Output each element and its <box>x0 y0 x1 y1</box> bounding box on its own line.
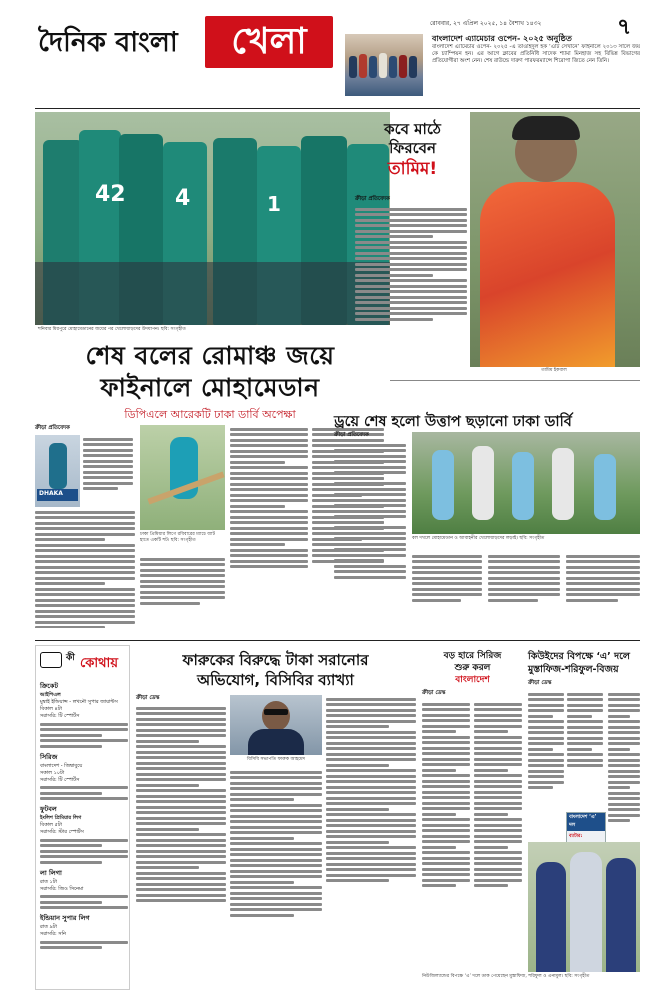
series-headline-line2: শুরু করল <box>454 663 491 673</box>
series-headline-line3: বাংলাদেশ <box>455 675 490 685</box>
tamim-headline <box>355 120 470 180</box>
tamim-photo <box>470 112 640 367</box>
tv-icon <box>40 652 62 668</box>
ateam-body-col2 <box>567 690 603 810</box>
derby-photo <box>412 432 640 534</box>
ateam-headline <box>528 650 640 676</box>
bcb-photo <box>230 695 322 755</box>
section-name: সিরিজ <box>40 752 58 761</box>
section-name: ফুটবল <box>40 805 57 813</box>
bcb-photo-caption: বিসিবি সভাপতি ফারুক আহমেদ <box>246 757 306 762</box>
section-line: মুম্বাই ইন্ডিয়ান্স - লখনৌ সুপার জায়ান্টস <box>40 699 118 705</box>
promo-title: বাংলাদেশ এ্যামেচার ওপেন- ২০২৫ অনুষ্ঠিত <box>432 34 572 43</box>
section-line: সরাসরি: সনি <box>40 931 66 937</box>
series-byline: ক্রীড়া ডেস্ক <box>422 690 446 696</box>
bcb-headline-line1: ফারুকের বিরুদ্ধে টাকা সরানোর <box>182 651 369 669</box>
hero-subhead: ডিপিএলে আরেকটি ঢাকা ডার্বি অপেক্ষা <box>124 408 296 421</box>
hero-inset-photo: DHAKA <box>35 435 80 507</box>
ateam-headline-line1: কিউইদের বিপক্ষে ‘এ’ দলে <box>528 651 630 662</box>
promo-photo <box>345 34 423 96</box>
section-line: রাত ৯টা <box>40 924 57 930</box>
section-logo <box>205 16 333 68</box>
bcb-body-col1 <box>136 704 226 994</box>
hero-sidebar-caption: ঢাকা প্রিমিয়ার লিগে রবিবারের ম্যাচে ব্যাট হাতে একটি শট। ছবি: সংগৃহীত <box>140 532 215 543</box>
section-name: ইন্ডিয়ান সুপার লিগ <box>40 914 90 922</box>
squad-box-title: বাংলাদেশ ‘এ’ দল <box>567 813 605 831</box>
series-headline-line1: বড় হারে সিরিজ <box>443 651 502 661</box>
section-line: আইপিএল <box>40 692 61 698</box>
ateam-byline: ক্রীড়া ডেস্ক <box>528 680 552 686</box>
series-body-col2 <box>474 700 522 994</box>
promo-text: বাংলাদেশ এ্যামেচার ওপেন- ২০২৫ -এ তাওহিদুল হক ‘এটি সেখানে’ ফাইনালে ২০১৩ সালে জয় কে চ্যাম্পিয়ন হন। এর আগে ক্লাবের প্রতিনিধি সাদেক শ্যামা মিনহাজ সহ বিভিন্ন বিভাগের প্রতিযোগীরা অংশ নেন। শেষ রাউন্ডে দারুণ পারফরম্যান্সে শিরোপা জিতে নেন তিনি। <box>432 44 640 65</box>
derby-photo-caption: বল দখলে মোহামেডান ও আবাহনীর খেলোয়াড়দের লড়াই। ছবি: সংগৃহীত <box>412 536 545 541</box>
hero-body-col2 <box>140 555 225 630</box>
squad-label-batters: ব্যাটার: <box>569 834 583 839</box>
tamim-byline: ক্রীড়া প্রতিবেদক <box>355 196 390 202</box>
bcb-body-col3 <box>326 695 416 994</box>
derby-divider <box>390 380 640 381</box>
derby-body-col1 <box>334 441 406 631</box>
section-line: সরাসরি: স্টার স্পোর্টস <box>40 829 84 835</box>
series-headline <box>420 650 525 686</box>
tamim-headline-line1: কবে মাঠে <box>384 120 441 138</box>
what-where-list <box>40 678 128 952</box>
page-number: ৭ <box>617 15 632 40</box>
what-where-title-a: কী <box>66 653 75 663</box>
section-line: সরাসরি: জিও সিনেমা <box>40 885 84 892</box>
section-name: ক্রিকেট <box>40 682 58 690</box>
hero-headline <box>35 340 385 404</box>
hero-body-col3 <box>230 425 308 630</box>
section-name: লা লিগা <box>40 868 62 877</box>
hero-headline-line2: ফাইনালে মোহামেডান <box>100 373 320 402</box>
divider <box>35 108 640 109</box>
what-where-box <box>35 645 130 990</box>
hero-body-inset <box>83 435 133 507</box>
tamim-headline-line2: ফিরবেন <box>389 139 436 157</box>
hero-headline-line1: শেষ বলের রোমাঞ্চ জয়ে <box>85 341 335 370</box>
section-line: ইংলিশ প্রিমিয়ার লিগ <box>40 815 82 821</box>
section-line: রাত ১টা <box>40 878 57 885</box>
derby-body-col3 <box>488 552 560 632</box>
hero-body-col1 <box>35 508 135 628</box>
hero-byline: ক্রীড়া প্রতিবেদক <box>35 425 70 431</box>
section-line: সকাল ১০টা <box>40 769 65 776</box>
section-line: বাংলাদেশ - জিম্বাবুয়ে <box>40 762 83 769</box>
bcb-headline <box>133 650 418 690</box>
paper-name: দৈনিক বাংলা <box>38 27 178 58</box>
derby-body-col2 <box>412 552 482 632</box>
tamim-photo-caption: তামিম ইকবাল <box>541 368 567 373</box>
bcb-headline-line2: অভিযোগ, বিসিবির ব্যাখ্যা <box>197 671 354 689</box>
section-line: সরাসরি: টি স্পোর্টস <box>40 776 80 783</box>
derby-headline: ড্রয়ে শেষ হলো উত্তাপ ছড়ানো ঢাকা ডার্বি <box>334 414 572 430</box>
section-line: বিকাল ৫টা <box>40 822 62 828</box>
hero-photo: 42 4 1 <box>35 112 390 325</box>
dateline: রোববার, ২৭ এপ্রিল ২০২৫, ১৪ বৈশাখ ১৪৩২ <box>430 20 542 27</box>
section-line: বিকাল ৪টা <box>40 706 62 712</box>
hero-photo-caption: শনিবার মিরপুরে মোহামেডানের জয়ের পর খেলোয়াড়দের উদযাপন। ছবি: সংগৃহীত <box>38 327 186 332</box>
series-body-col1 <box>422 700 470 994</box>
masthead <box>0 0 650 110</box>
ateam-photo <box>528 842 640 972</box>
ateam-body-col1 <box>528 690 564 840</box>
section-divider <box>35 640 640 641</box>
derby-byline: ক্রীড়া প্রতিবেদক <box>334 432 369 438</box>
hero-sidebar-photo <box>140 425 225 530</box>
bcb-body-col2 <box>230 768 322 994</box>
derby-body-col4 <box>566 552 640 632</box>
section-name: খেলা <box>231 21 307 62</box>
tamim-headline-line3: তামিম! <box>387 159 438 179</box>
section-line: সরাসরি: টি স্পোর্টস <box>40 713 80 719</box>
what-where-title-b: কোথায় <box>80 656 118 671</box>
bcb-byline: ক্রীড়া ডেস্ক <box>136 695 160 701</box>
ateam-headline-line2: মুস্তাফিজ-শরিফুল-বিজয় <box>528 664 619 675</box>
ateam-photo-caption: নিউজিল্যান্ডের বিপক্ষে ‘এ’ দলে ডাক পেয়েছেন মুস্তাফিজ, শরিফুল ও এনামুল। ছবি: সংগৃহীত <box>422 974 590 979</box>
